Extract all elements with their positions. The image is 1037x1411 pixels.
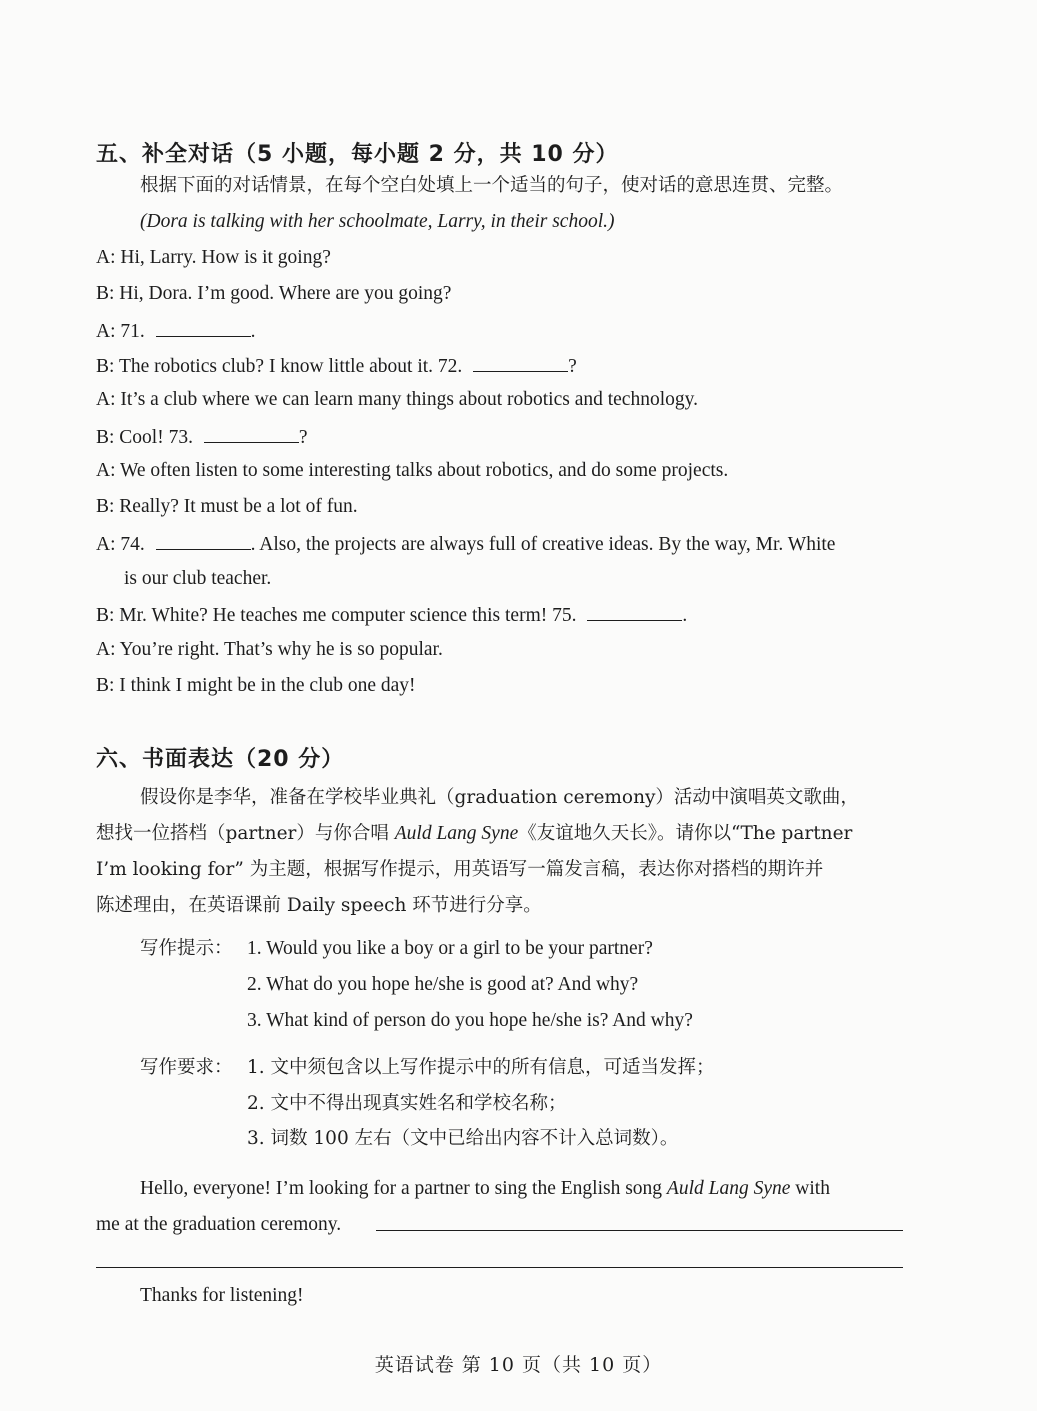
dialogue-line: A: Hi, Larry. How is it going? [96, 247, 331, 268]
answer-line[interactable] [376, 1230, 903, 1231]
dialogue-line: B: Cool! 73. ? [96, 424, 308, 450]
essay-closing: Thanks for listening! [140, 1285, 304, 1306]
dialogue-context: (Dora is talking with her schoolmate, Larry, in their school.) [140, 211, 615, 232]
dialogue-line: B: Mr. White? He teaches me computer science this term! 75. . [96, 602, 687, 628]
writing-requirement: 2. 文中不得出现真实姓名和学校名称； [247, 1093, 567, 1114]
dialogue-line: B: The robotics club? I know little about it. 72. ? [96, 353, 577, 379]
section5-title: 五、补全对话（5 小题，每小题 2 分，共 10 分） [96, 142, 619, 167]
dialogue-line: B: Hi, Dora. I’m good. Where are you going? [96, 283, 452, 304]
writing-requirement: 写作要求： 1. 文中须包含以上写作提示中的所有信息，可适当发挥； [140, 1057, 715, 1078]
answer-blank-71[interactable] [156, 318, 251, 337]
writing-tip: 2. What do you hope he/she is good at? And why? [247, 974, 639, 995]
answer-line[interactable] [96, 1267, 903, 1268]
dialogue-line: A: You’re right. That’s why he is so popular. [96, 639, 443, 660]
prompt-line: 假设你是李华，准备在学校毕业典礼（graduation ceremony）活动中演唱英文歌曲， [140, 787, 859, 808]
section5-instruction: 根据下面的对话情景，在每个空白处填上一个适当的句子，使对话的意思连贯、完整。 [140, 175, 844, 196]
writing-tip: 3. What kind of person do you hope he/she is? And why? [247, 1010, 693, 1031]
section6-title: 六、书面表达（20 分） [96, 747, 345, 772]
dialogue-line: A: It’s a club where we can learn many things about robotics and technology. [96, 389, 698, 410]
writing-tip: 写作提示： 1. Would you like a boy or a girl to be your partner? [140, 938, 653, 959]
dialogue-line: B: Really? It must be a lot of fun. [96, 496, 358, 517]
writing-requirement: 3. 词数 100 左右（文中已给出内容不计入总词数）。 [247, 1128, 679, 1149]
answer-blank-73[interactable] [204, 424, 299, 443]
dialogue-line: A: 71. . [96, 318, 256, 344]
dialogue-line: A: We often listen to some interesting talks about robotics, and do some projects. [96, 460, 729, 481]
answer-blank-72[interactable] [473, 353, 568, 372]
dialogue-line: A: 74. . Also, the projects are always full of creative ideas. By the way, Mr. White [96, 531, 835, 557]
answer-blank-74[interactable] [156, 531, 251, 550]
prompt-line: 陈述理由，在英语课前 Daily speech 环节进行分享。 [96, 895, 542, 916]
prompt-line: I’m looking for” 为主题，根据写作提示，用英语写一篇发言稿，表达你对搭档的期许并 [96, 859, 824, 880]
prompt-line: 想找一位搭档（partner）与你合唱 Auld Lang Syne《友谊地久天长》。请你以“The partner [96, 823, 853, 844]
dialogue-line: is our club teacher. [124, 568, 272, 589]
answer-blank-75[interactable] [587, 602, 682, 621]
essay-opening: Hello, everyone! I’m looking for a partner to sing the English song Auld Lang Syne with [140, 1178, 830, 1199]
dialogue-line: B: I think I might be in the club one day! [96, 675, 416, 696]
page-footer: 英语试卷 第 10 页（共 10 页） [374, 1354, 663, 1376]
essay-opening-line2: me at the graduation ceremony. [96, 1214, 342, 1235]
